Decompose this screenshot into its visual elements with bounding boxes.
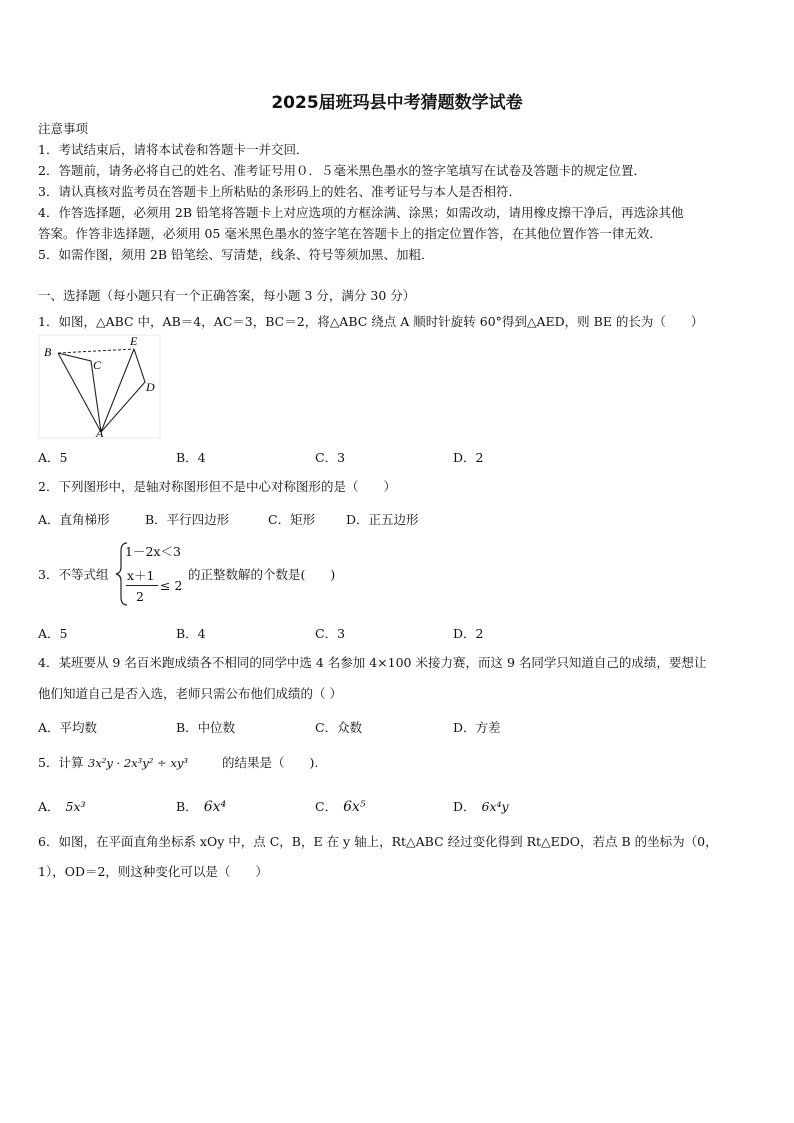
question-5-expression: 3x²y · 2x³y² ÷ xy³ [88,756,188,770]
option-expression: 6x⁴y [481,799,509,814]
inequality-line-1: 1－2x＜3 [125,544,181,559]
q3-option-d: D．2 [453,626,484,641]
fraction-denominator: 2 [136,589,144,604]
notice-heading: 注意事项 [38,121,89,136]
triangle-rotation-figure [38,334,162,440]
q1-option-c: C．3 [315,450,346,465]
q5-option-c [315,797,366,815]
q1-option-a: A．5 [38,450,68,465]
option-label: D． [453,799,476,814]
option-expression: 6x⁴ [203,799,227,815]
option-expression: 5x³ [65,799,86,814]
q5-option-b [176,797,226,815]
fraction-numerator: x＋1 [127,568,155,583]
q2-option-a: A．直角梯形 [38,512,110,527]
notice-item: 2．答题前，请务必将自己的姓名、准考证号用０．５毫米黑色墨水的签字笔填写在试卷及答题卡的规定位置． [38,163,646,178]
q4-option-b: B．中位数 [176,720,236,735]
figure-label-b: B [44,345,52,359]
q3-option-a: A．5 [38,626,68,641]
question-4-line-2: 他们知道自己是否入选，老师只需公布他们成绩的（ ） [38,686,342,701]
notice-item: 4．作答选择题，必须用 2B 铅笔将答题卡上对应选项的方框涂满、涂黑；如需改动，请用橡皮擦干净后，再选涂其他 [38,205,684,220]
notice-item: 1．考试结束后，请将本试卷和答题卡一并交回． [38,142,309,157]
question-6-line-1: 6．如图，在平面直角坐标系 xOy 中，点 C，B，E 在 y 轴上，Rt△ABC 经过变化得到 Rt△EDO，若点 B 的坐标为（0， [38,834,718,849]
notice-item: 答案。作答非选择题，必须用 05 毫米黑色墨水的签字笔在答题卡上的指定位置作答，在其他位置作答一律无效． [38,226,662,241]
figure-label-a: A [96,426,104,440]
q1-option-b: B．4 [176,450,206,465]
option-label: A． [38,799,60,814]
question-3-suffix: 的正整数解的个数是( ) [188,567,336,582]
question-1-stem: 1．如图，△ABC 中，AB＝4，AC＝3，BC＝2，将△ABC 绕点 A 顺时针旋转 60°得到△AED，则 BE 的长为（ ） [38,314,704,329]
question-6-line-2: 1），OD＝2，则这种变化可以是（ ） [38,864,268,879]
question-5-suffix: 的结果是（ ). [222,755,319,770]
q4-option-c: C．众数 [315,720,363,735]
q4-option-d: D．方差 [453,720,501,735]
q5-option-d [453,797,509,815]
q5-option-a [38,797,86,815]
question-3-prefix: 3．不等式组 [38,567,109,582]
option-label: C． [315,799,338,814]
q1-option-d: D．2 [453,450,484,465]
option-label: B． [176,799,198,814]
question-2-stem: 2．下列图形中，是轴对称图形但不是中心对称图形的是（ ） [38,479,396,494]
inequality-line-2-tail: ≤ 2 [160,578,183,593]
page-title: 2025届班玛县中考猜题数学试卷 [271,93,523,113]
q4-option-a: A．平均数 [38,720,98,735]
q2-option-d: D．正五边形 [346,512,419,527]
notice-item: 3．请认真核对监考员在答题卡上所粘贴的条形码上的姓名、准考证号与本人是否相符． [38,184,521,199]
q2-option-c: C．矩形 [268,512,316,527]
q3-option-b: B．4 [176,626,206,641]
figure-label-d: D [146,380,155,394]
figure-label-c: C [93,358,102,372]
option-expression: 6x⁵ [343,799,366,815]
q2-option-b: B．平行四边形 [145,512,230,527]
section-heading: 一、选择题（每小题只有一个正确答案，每小题 3 分，满分 30 分） [38,288,416,303]
fraction-bar [126,585,158,586]
question-4-line-1: 4．某班要从 9 名百米跑成绩各不相同的同学中选 4 名参加 4×100 米接力赛，而这 9 名同学只知道自己的成绩，要想让 [38,655,707,670]
q3-option-c: C．3 [315,626,346,641]
question-5-prefix: 5．计算 [38,755,84,770]
figure-label-e: E [130,334,138,348]
notice-item: 5．如需作图，须用 2B 铅笔绘、写清楚，线条、符号等须加黑、加粗． [38,247,434,262]
